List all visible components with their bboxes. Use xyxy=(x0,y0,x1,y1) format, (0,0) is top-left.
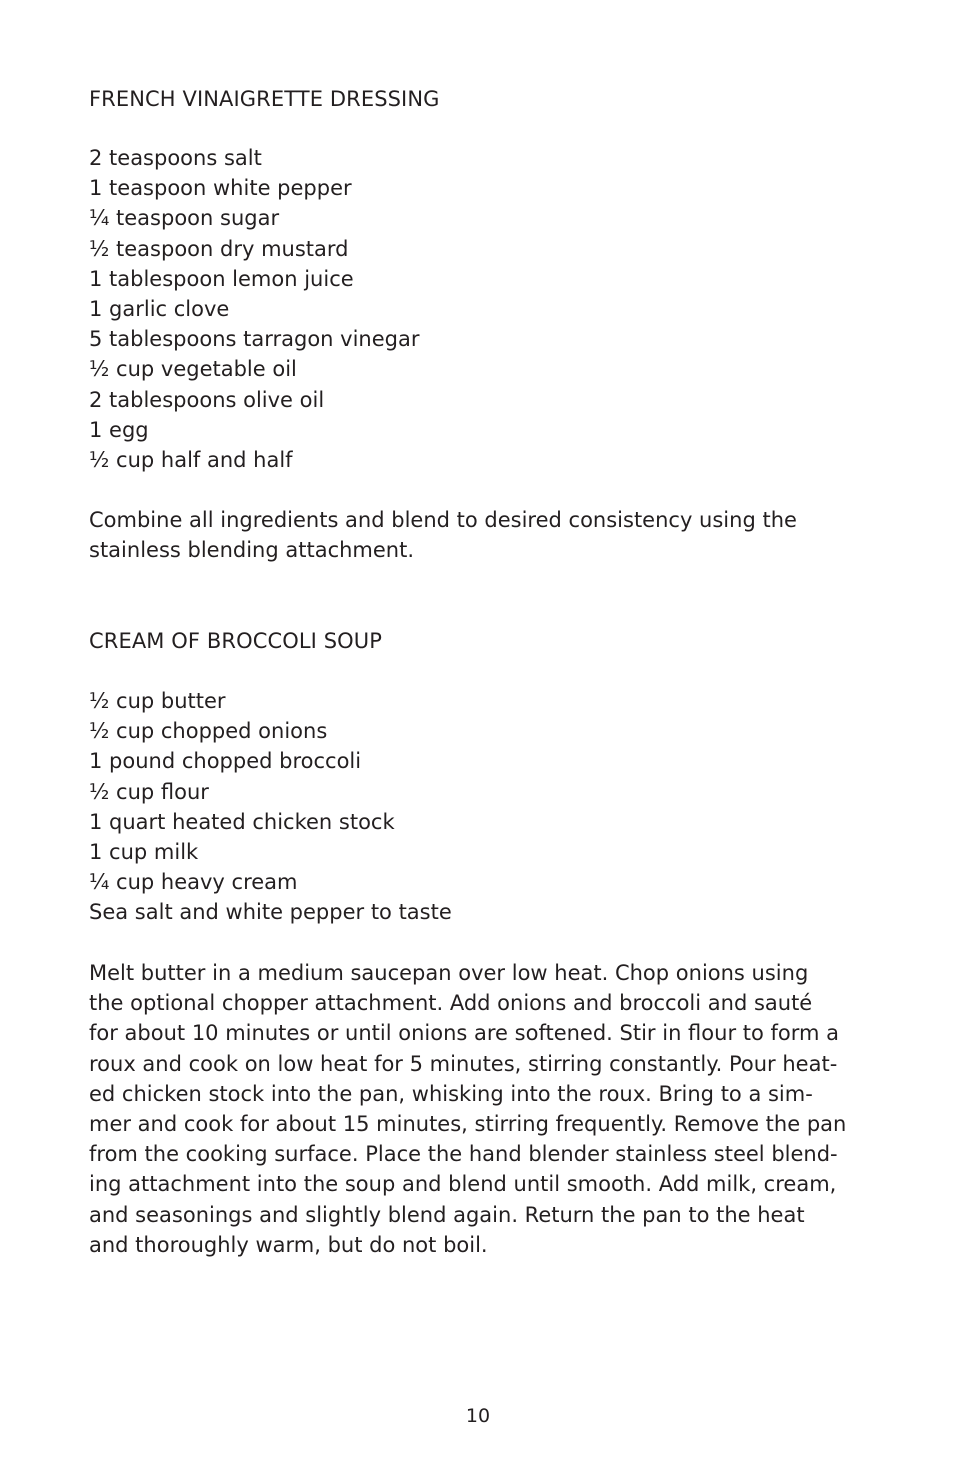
ingredient-list xyxy=(89,686,452,928)
instruction-line: roux and cook on low heat for 5 minutes, stirring constantly. Pour heat- xyxy=(89,1051,838,1076)
ingredient-item: 1 egg xyxy=(89,417,149,442)
recipe-title: CREAM OF BROCCOLI SOUP xyxy=(89,629,383,653)
instruction-line: stainless blending attachment. xyxy=(89,538,415,563)
instruction-line: and thoroughly warm, but do not boil. xyxy=(89,1232,488,1257)
ingredient-item: 1 pound chopped broccoli xyxy=(89,749,362,774)
instruction-line: ed chicken stock into the pan, whisking into the roux. Bring to a sim- xyxy=(89,1081,813,1106)
ingredient-item: ½ cup flour xyxy=(89,779,209,804)
ingredient-item: 2 teaspoons salt xyxy=(89,146,262,170)
ingredient-item: 1 garlic clove xyxy=(89,296,230,321)
instruction-line: Melt butter in a medium saucepan over low heat. Chop onions using xyxy=(89,961,809,985)
ingredient-item: 1 teaspoon white pepper xyxy=(89,176,352,201)
ingredient-item: 2 tablespoons olive oil xyxy=(89,387,325,412)
recipe-instructions xyxy=(89,505,879,565)
ingredient-item: ½ cup half and half xyxy=(89,447,293,472)
ingredient-item: ½ teaspoon dry mustard xyxy=(89,236,349,261)
instruction-line: the optional chopper attachment. Add onions and broccoli and sauté xyxy=(89,991,813,1016)
recipe-title: FRENCH VINAIGRETTE DRESSING xyxy=(89,87,440,111)
ingredient-item: ¼ cup heavy cream xyxy=(89,870,298,895)
instruction-line: Combine all ingredients and blend to desired consistency using the xyxy=(89,508,797,532)
instruction-line: ing attachment into the soup and blend until smooth. Add milk, cream, xyxy=(89,1172,837,1197)
ingredient-item: ½ cup butter xyxy=(89,689,226,713)
instruction-line: for about 10 minutes or until onions are softened. Stir in flour to form a xyxy=(89,1021,840,1046)
ingredient-item: 1 tablespoon lemon juice xyxy=(89,266,354,291)
instruction-line: from the cooking surface. Place the hand blender stainless steel blend- xyxy=(89,1142,838,1167)
instruction-line: mer and cook for about 15 minutes, stirring frequently. Remove the pan xyxy=(89,1111,847,1136)
ingredient-item: Sea salt and white pepper to taste xyxy=(89,900,452,925)
page-number: 10 xyxy=(465,1405,491,1427)
recipe-instructions xyxy=(89,958,879,1260)
ingredient-item: ½ cup chopped onions xyxy=(89,719,328,744)
ingredient-list xyxy=(89,143,419,475)
ingredient-item: 1 quart heated chicken stock xyxy=(89,809,395,834)
instruction-line: and seasonings and slightly blend again. Return the pan to the heat xyxy=(89,1202,805,1227)
ingredient-item: ½ cup vegetable oil xyxy=(89,357,297,382)
ingredient-item: ¼ teaspoon sugar xyxy=(89,206,280,231)
ingredient-item: 1 cup milk xyxy=(89,839,199,864)
document-page xyxy=(89,0,879,1475)
ingredient-item: 5 tablespoons tarragon vinegar xyxy=(89,327,420,352)
